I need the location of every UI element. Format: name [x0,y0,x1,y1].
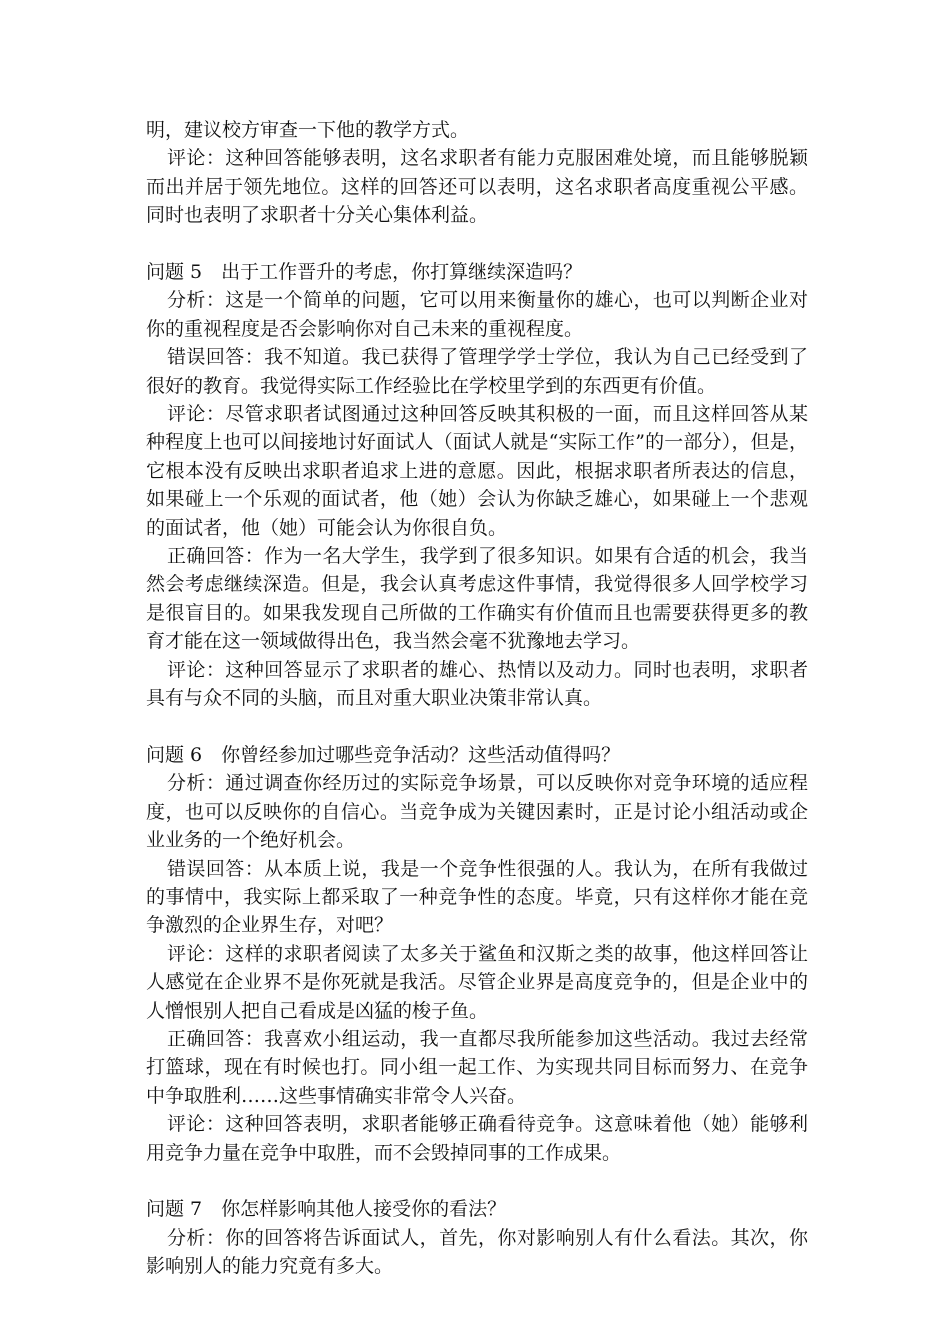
paragraph-comment: 评论：这样的求职者阅读了太多关于鲨鱼和汉斯之类的故事，他这样回答让人感觉在企业界不是你死就是我活。尽管企业界是高度竞争的，但是企业中的人憎恨别人把自己看成是凶猛的梭子鱼。 [146,942,808,1022]
paragraph-comment: 评论：这种回答表明，求职者能够正确看待竞争。这意味着他（她）能够利用竞争力量在竞争中取胜，而不会毁掉同事的工作成果。 [146,1113,808,1164]
paragraph-comment: 评论：尽管求职者试图通过这种回答反映其积极的一面，而且这样回答从某种程度上也可以间接地讨好面试人（面试人就是“实际工作”的一部分），但是，它根本没有反映出求职者追求上进的意愿。因此，根据求职者所表达的信息，如果碰上一个乐观的面试者，他（她）会认为你缺乏雄心，如果碰上一个悲观的面试者，他（她）可能会认为你很自负。 [146,403,808,539]
paragraph-wrong-answer: 错误回答：我不知道。我已获得了管理学学士学位，我认为自己已经受到了很好的教育。我觉得实际工作经验比在学校里学到的东西更有价值。 [146,346,808,397]
paragraph-correct-answer: 正确回答：作为一名大学生，我学到了很多知识。如果有合适的机会，我当然会考虑继续深造。但是，我会认真考虑这件事情，我觉得很多人回学校学习是很盲目的。如果我发现自己所做的工作确实有价值而且也需要获得更多的教育才能在这一领域做得出色，我当然会毫不犹豫地去学习。 [146,545,808,653]
paragraph-correct-answer: 正确回答：我喜欢小组运动，我一直都尽我所能参加这些活动。我过去经常打篮球，现在有时候也打。同小组一起工作、为实现共同目标而努力、在竞争中争取胜利……这些事情确实非常令人兴奋。 [146,1027,808,1107]
paragraph-continued: 明，建议校方审查一下他的教学方式。 [146,119,470,141]
paragraph-comment: 评论：这种回答能够表明，这名求职者有能力克服困难处境，而且能够脱颖而出并居于领先地位。这样的回答还可以表明，这名求职者高度重视公平感。同时也表明了求职者十分关心集体利益。 [146,147,808,227]
paragraph-analysis: 分析：这是一个简单的问题，它可以用来衡量你的雄心，也可以判断企业对你的重视程度是否会影响你对自己未来的重视程度。 [146,289,808,340]
question-heading-7: 问题 7 你怎样影响其他人接受你的看法？ [146,1198,507,1221]
paragraph-analysis: 分析：你的回答将告诉面试人，首先，你对影响别人有什么看法。其次，你影响别人的能力究竟有多大。 [146,1226,808,1278]
question-heading-5: 问题 5 出于工作晋升的考虑，你打算继续深造吗？ [146,261,583,284]
paragraph-analysis: 分析：通过调查你经历过的实际竞争场景，可以反映你对竞争环境的适应程度，也可以反映你的自信心。当竞争成为关键因素时，正是讨论小组活动或企业业务的一个绝好机会。 [146,772,808,852]
paragraph-wrong-answer: 错误回答：从本质上说，我是一个竞争性很强的人。我认为，在所有我做过的事情中，我实际上都采取了一种竞争性的态度。毕竟，只有这样你才能在竞争激烈的企业界生存，对吧？ [146,857,808,937]
paragraph-comment: 评论：这种回答显示了求职者的雄心、热情以及动力。同时也表明，求职者具有与众不同的头脑，而且对重大职业决策非常认真。 [146,658,808,710]
question-heading-6: 问题 6 你曾经参加过哪些竞争活动？这些活动值得吗？ [146,743,621,766]
document-page [146,116,808,1281]
